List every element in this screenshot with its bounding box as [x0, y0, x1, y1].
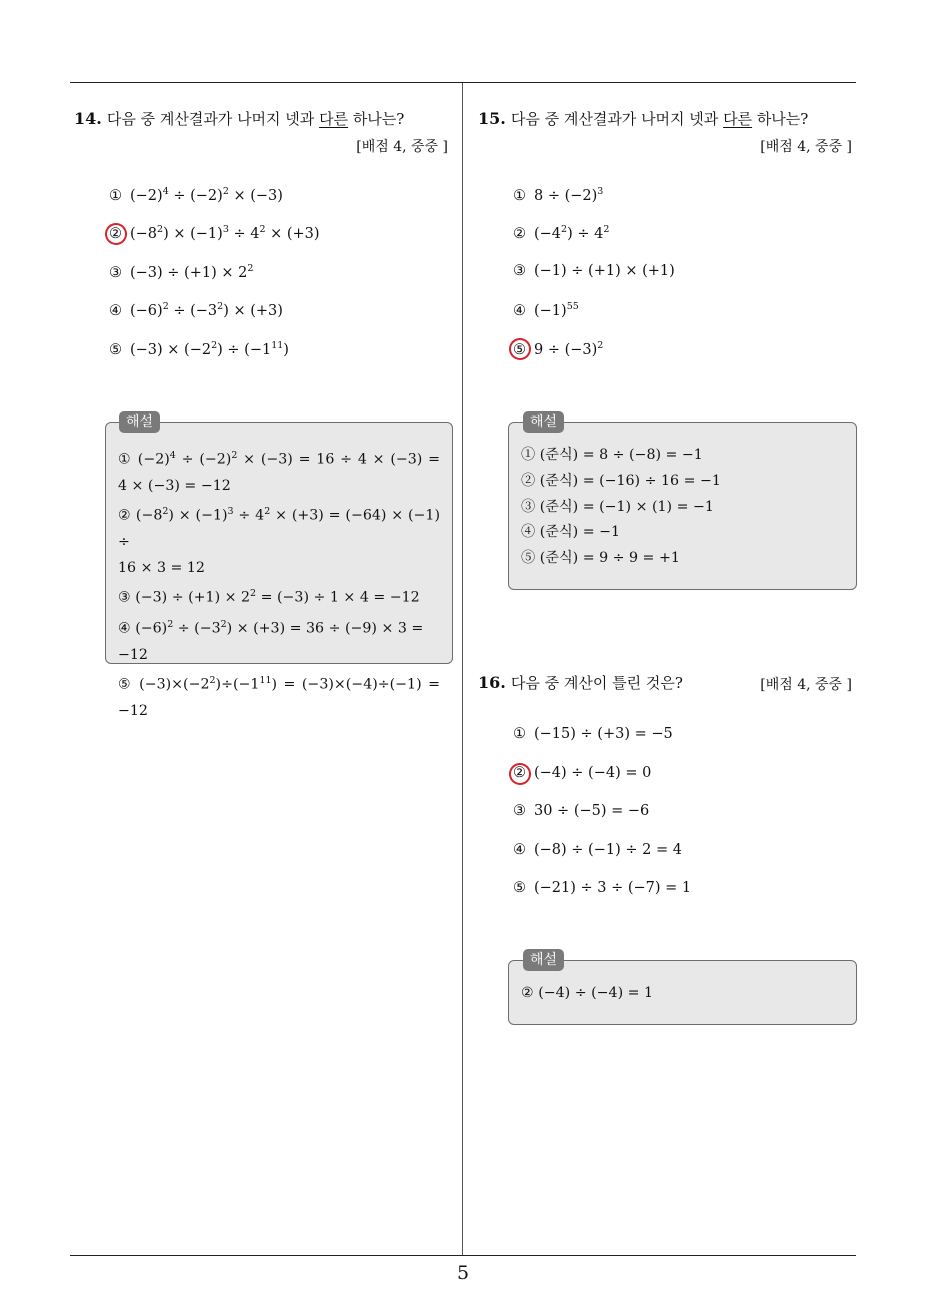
question-14-prompt: 14. 다음 중 계산결과가 나머지 넷과 다른 하나는?: [74, 109, 405, 128]
choice-number: ③: [513, 263, 526, 279]
bottom-rule: [70, 1255, 856, 1256]
choice-expression: $(-8^2) \times (-1)^3 \div 4^2 \times (+3)$: [130, 224, 320, 243]
choice-expression: (−21) ÷ 3 ÷ (−7) = 1: [534, 880, 692, 896]
solution-label: 해설: [523, 411, 564, 433]
column-divider: [462, 83, 463, 1255]
choice-5: [513, 880, 691, 896]
question-15-prompt: 15. 다음 중 계산결과가 나머지 넷과 다른 하나는?: [478, 109, 809, 128]
question-14-score: [배점 4, 중중 ]: [356, 139, 448, 155]
choice-4: [513, 842, 682, 858]
choice-expression: $(-2)^4 \div (-2)^2 \times (-3)$: [130, 186, 283, 204]
solution-line: ② (준식) = (−16) ÷ 16 = −1: [521, 472, 721, 489]
solution-line: 4 × (−3) = −12: [118, 477, 231, 494]
solution-line: −12: [118, 702, 148, 719]
top-rule: [70, 82, 856, 83]
choice-expression: $(-6)^2 \div (-3^2) \times (+3)$: [130, 301, 283, 320]
question-16-prompt: 16. 다음 중 계산이 틀린 것은?: [478, 673, 683, 692]
question-number: 16.: [478, 673, 506, 692]
solution-label: 해설: [119, 411, 160, 433]
choice-number: ①: [513, 187, 526, 204]
question-16-score: [배점 4, 중중 ]: [760, 677, 852, 693]
page-number: 5: [456, 1262, 470, 1284]
choice-expression: $8 \div (-2)^3$: [534, 186, 604, 204]
solution-line: ③ $(-3) \div (+1) \times 2^2 = (-3) \div 1 \times 4 = -12$: [118, 588, 420, 607]
choice-5: [109, 340, 289, 358]
choice-4: [513, 302, 579, 320]
choice-number: ②: [513, 226, 526, 243]
question-14-solution-box: [105, 422, 453, 719]
choice-3: [513, 263, 675, 279]
choice-expression: (−8) ÷ (−1) ÷ 2 = 4: [534, 841, 682, 858]
choice-1: [513, 186, 603, 204]
choice-number: ⑤: [513, 341, 526, 358]
choice-expression: $(-3) \div (+1) \times 2^2$: [130, 263, 254, 281]
choice-expression: (−1) ÷ (+1) × (+1): [534, 263, 675, 279]
choice-expression: 30 ÷ (−5) = −6: [534, 803, 650, 819]
choice-2: [513, 765, 651, 781]
solution-label: 해설: [523, 949, 564, 971]
choice-expression: $(-1)^{55}$: [534, 301, 579, 320]
choice-3: [513, 803, 649, 819]
solution-line: ② $(-8^2) \times (-1)^3 \div 4^2 \times (+3) = (-64) \times (-1)$ ÷: [118, 506, 440, 550]
choice-expression: (−4) ÷ (−4) = 0: [534, 764, 652, 781]
solution-line: ② (−4) ÷ (−4) = 1: [521, 985, 654, 1001]
choice-expression: $(-3) \times (-2^2) \div (-1^{11})$: [130, 340, 289, 358]
solution-line: ① $(-2)^4 \div (-2)^2 \times (-3) = 16 \div 4 \times (-3)$ =: [118, 450, 440, 468]
choice-expression: (−15) ÷ (+3) = −5: [534, 726, 673, 742]
question-15-score: [배점 4, 중중 ]: [760, 139, 852, 155]
choice-2: [513, 225, 609, 243]
choice-number: ③: [513, 803, 526, 819]
choice-4: [109, 302, 283, 320]
choice-number: ④: [513, 841, 526, 858]
solution-line: ④ (준식) = −1: [521, 524, 620, 541]
choice-number: ①: [109, 187, 122, 204]
choice-1: [513, 726, 673, 742]
solution-line: ③ (준식) = (−1) × (1) = −1: [521, 498, 714, 515]
choice-number: ③: [109, 264, 122, 281]
choice-number: ②: [109, 226, 122, 243]
question-number: 14.: [74, 109, 102, 128]
solution-line: ⑤ $(-3)\times(-2^2)\div(-1^{11}) = (-3)\times(-4)\div(-1)$ =: [118, 675, 440, 694]
choice-3: [109, 263, 253, 281]
choice-expression: $9 \div (-3)^2$: [534, 340, 604, 358]
choice-2: [109, 225, 320, 243]
choice-number: ④: [513, 303, 526, 320]
choice-1: [109, 186, 283, 204]
question-number: 15.: [478, 109, 506, 128]
question-15-solution-box: [508, 422, 857, 590]
solution-line: ① (준식) = 8 ÷ (−8) = −1: [521, 447, 703, 463]
choice-number: ①: [513, 726, 526, 742]
solution-line: ④ $(-6)^2 \div (-3^2) \times (+3) = 36 \div (-9) \times 3 = -12$: [118, 618, 424, 663]
choice-number: ②: [513, 764, 526, 781]
solution-line: ⑤ (준식) = 9 ÷ 9 = +1: [521, 550, 680, 567]
choice-number: ⑤: [109, 341, 122, 358]
choice-number: ⑤: [513, 880, 526, 896]
choice-expression: $(-4^2) \div 4^2$: [534, 224, 610, 243]
choice-number: ④: [109, 303, 122, 320]
solution-line: 16 × 3 = 12: [118, 559, 205, 576]
